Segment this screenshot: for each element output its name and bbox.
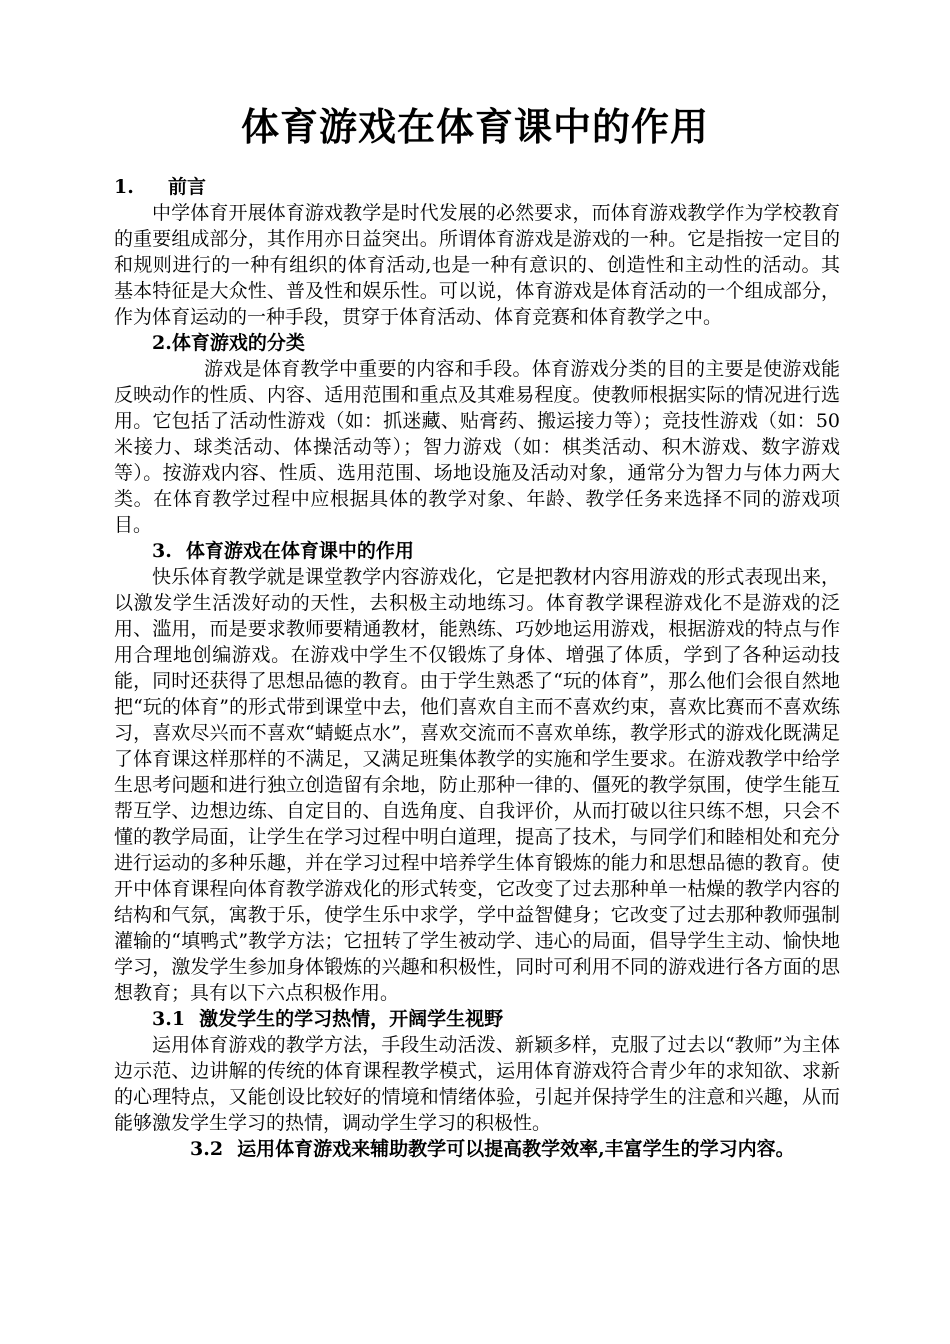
section-number: 1. bbox=[114, 176, 134, 198]
section-paragraph-3: 快乐体育教学就是课堂教学内容游戏化，它是把教材内容用游戏的形式表现出来，以激发学生活泼好动的天性，去积极主动地练习。体育教学课程游戏化不是游戏的泛用、滥用，而是要求教师要精通教材，能熟练、巧妙地运用游戏，根据游戏的特点与作用合理地创编游戏。在游戏中学生不仅锻炼了身体、增强了体质，学到了各种运动技能，同时还获得了思想品德的教育。由于学生熟悉了“玩的体育”，那么他们会很自然地把“玩的体育”的形式带到课堂中去，他们喜欢自主而不喜欢约束，喜欢比赛而不喜欢练习，喜欢尽兴而不喜欢“蜻蜓点水”，喜欢交流而不喜欢单练，教学形式的游戏化既满足了体育课这样那样的不满足，又满足班集体教学的实施和学生要求。在游戏教学中给学生思考问题和进行独立创造留有余地，防止那种一律的、僵死的教学氛围，使学生能互帮互学、边想边练、自定目的、自选角度、自我评价，从而打破以往只练不想，只会不懂的教学局面，让学生在学习过程中明白道理，提高了技术，与同学们和睦相处和充分进行运动的多种乐趣，并在学习过程中培养学生体育锻炼的能力和思想品德的教育。使开中体育课程向体育教学游戏化的形式转变，它改变了过去那种单一枯燥的教学内容的结构和气氛，寓教于乐，使学生乐中求学，学中益智健身；它改变了过去那种教师强制灌输的“填鸭式”教学方法；它扭转了学生被动学、违心的局面，倡导学生主动、愉快地学习，激发学生参加身体锻炼的兴趣和积极性，同时可利用不同的游戏进行各方面的思想教育；具有以下六点积极作用。 bbox=[114, 566, 840, 1004]
section-number: 2. bbox=[152, 332, 172, 354]
section-heading-3-1 bbox=[114, 1006, 840, 1032]
section-heading-text: 体育游戏在体育课中的作用 bbox=[185, 540, 414, 562]
section-heading-text: 体育游戏的分类 bbox=[171, 332, 305, 354]
section-heading-1 bbox=[114, 174, 840, 200]
document-title: 体育游戏在体育课中的作用 bbox=[240, 104, 709, 149]
section-heading-2 bbox=[114, 330, 840, 356]
document-body bbox=[114, 174, 840, 1162]
section-heading-3-2 bbox=[114, 1136, 840, 1162]
section-number: 3.1 bbox=[152, 1008, 186, 1030]
section-heading-text: 前言 bbox=[168, 176, 207, 198]
section-number: 3.2 bbox=[190, 1138, 224, 1160]
section-heading-text: 激发学生的学习热情，开阔学生视野 bbox=[199, 1008, 504, 1030]
section-heading-text: 运用体育游戏来辅助教学可以提高教学效率,丰富学生的学习内容。 bbox=[237, 1138, 795, 1160]
section-paragraph-3-1: 运用体育游戏的教学方法，手段生动活泼、新颖多样，克服了过去以“教师”为主体边示范、边讲解的传统的体育课程教学模式，运用体育游戏符合青少年的求知欲、求新的心理特点，又能创设比较好的情境和情绪体验，引起并保持学生的注意和兴趣，从而能够激发学生学习的热情，调动学生学习的积极性。 bbox=[114, 1034, 840, 1134]
section-paragraph-1: 中学体育开展体育游戏教学是时代发展的必然要求，而体育游戏教学作为学校教育的重要组成部分，其作用亦日益突出。所谓体育游戏是游戏的一种。它是指按一定目的和规则进行的一种有组织的体育活动,也是一种有意识的、创造性和主动性的活动。其基本特征是大众性、普及性和娱乐性。可以说，体育游戏是体育活动的一个组成部分，作为体育运动的一种手段，贯穿于体育活动、体育竞赛和体育教学之中。 bbox=[114, 202, 840, 328]
section-number: 3. bbox=[152, 540, 172, 562]
section-heading-3 bbox=[114, 538, 840, 564]
section-paragraph-2: 游戏是体育教学中重要的内容和手段。体育游戏分类的目的主要是使游戏能反映动作的性质、内容、适用范围和重点及其难易程度。使教师根据实际的情况进行选用。它包括了活动性游戏（如：抓迷藏、贴膏药、搬运接力等）；竞技性游戏（如：50米接力、球类活动、体操活动等）；智力游戏（如：棋类活动、积木游戏、数字游戏等）。按游戏内容、性质、选用范围、场地设施及活动对象，通常分为智力与体力两大类。在体育教学过程中应根据具体的教学对象、年龄、教学任务来选择不同的游戏项目。 bbox=[114, 358, 840, 536]
